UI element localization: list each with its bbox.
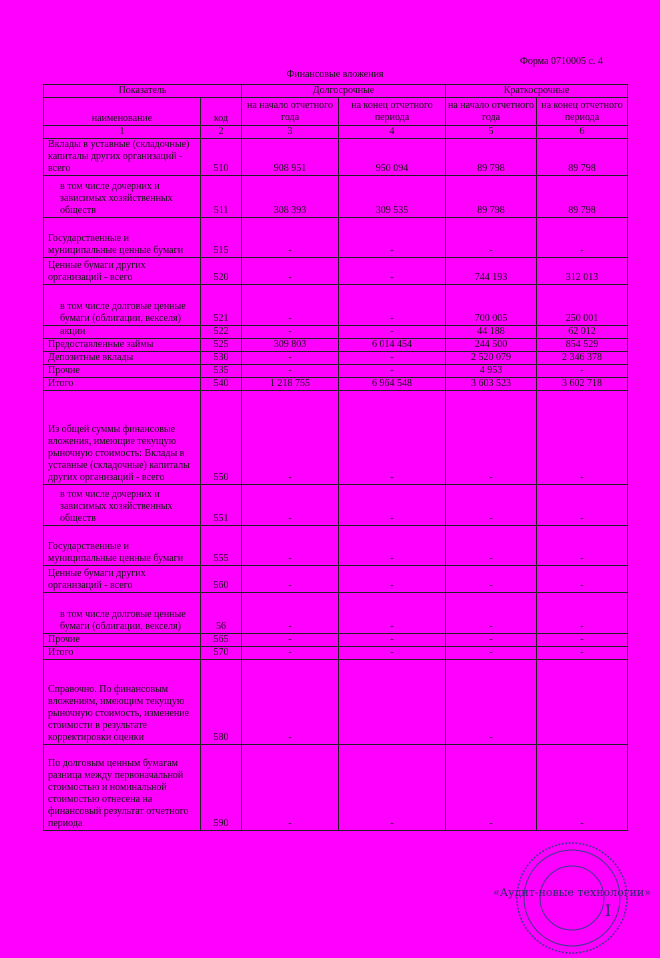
row-code: 580	[201, 660, 242, 745]
row-value: -	[446, 660, 537, 745]
row-value: -	[446, 566, 537, 593]
row-value: -	[537, 566, 628, 593]
row-value: -	[242, 218, 339, 258]
document-title: Финансовые вложения	[286, 69, 384, 80]
row-name: акции	[44, 326, 201, 339]
row-name: Вклады в уставные (складочные) капиталы других организаций - всего	[44, 139, 201, 176]
row-code: 515	[201, 218, 242, 258]
audit-stamp	[493, 838, 651, 958]
table-row	[44, 326, 628, 339]
row-code: 570	[201, 647, 242, 660]
row-code: 565	[201, 634, 242, 647]
row-value: -	[339, 365, 446, 378]
table-row	[44, 660, 628, 745]
row-value: -	[537, 391, 628, 485]
row-value: -	[537, 593, 628, 634]
row-name: Из общей суммы финансовые вложения, имеющие текущую рыночную стоимость: Вклады в уставные (складочные) капиталы других организаций - всего	[44, 391, 201, 485]
row-value: 89 798	[537, 139, 628, 176]
row-value: -	[339, 352, 446, 365]
table-row	[44, 634, 628, 647]
row-value: 1 218 755	[242, 378, 339, 391]
row-value: -	[339, 485, 446, 526]
table-row	[44, 352, 628, 365]
row-value: -	[537, 218, 628, 258]
row-value: -	[446, 647, 537, 660]
row-value: -	[446, 593, 537, 634]
header-long-term: Долгосрочные	[242, 85, 446, 98]
row-value: 4 953	[446, 365, 537, 378]
table-row	[44, 285, 628, 326]
row-code: 520	[201, 258, 242, 285]
header-begin-short: на начало отчетного года	[446, 98, 537, 126]
stamp-fragment: І	[604, 901, 612, 920]
row-code: 540	[201, 378, 242, 391]
table-row	[44, 566, 628, 593]
row-name: Депозитные вклады	[44, 352, 201, 365]
row-value: 2 346 378	[537, 352, 628, 365]
row-value: -	[446, 391, 537, 485]
row-value: -	[446, 745, 537, 831]
row-name: Итого	[44, 378, 201, 391]
row-value: -	[242, 352, 339, 365]
row-value: 309 535	[339, 176, 446, 218]
row-value: -	[242, 526, 339, 566]
row-value: 244 500	[446, 339, 537, 352]
stamp-text: «Аудит-новые технологии»	[493, 886, 651, 899]
table-row	[44, 139, 628, 176]
row-value: 89 798	[446, 139, 537, 176]
row-value: 62 012	[537, 326, 628, 339]
table-row	[44, 526, 628, 566]
row-value: 854 529	[537, 339, 628, 352]
row-value: 3 602 718	[537, 378, 628, 391]
row-code: 551	[201, 485, 242, 526]
column-number: 2	[201, 126, 242, 139]
header-end-long: на конец отчетного периода	[339, 98, 446, 126]
row-value: -	[537, 365, 628, 378]
row-value: 2 520 079	[446, 352, 537, 365]
row-value: -	[339, 218, 446, 258]
table-row	[44, 258, 628, 285]
row-name: Прочие	[44, 634, 201, 647]
row-code: 560	[201, 566, 242, 593]
row-value: -	[242, 634, 339, 647]
row-code: 525	[201, 339, 242, 352]
header-end-short: на конец отчетного периода	[537, 98, 628, 126]
row-value: -	[242, 258, 339, 285]
row-value: 312 013	[537, 258, 628, 285]
row-code: 550	[201, 391, 242, 485]
row-value: -	[242, 391, 339, 485]
row-code: 530	[201, 352, 242, 365]
header-code: код	[201, 98, 242, 126]
header-name: наименование	[44, 98, 201, 126]
row-value: -	[537, 647, 628, 660]
row-code: 510	[201, 139, 242, 176]
row-value: -	[339, 566, 446, 593]
row-code: 590	[201, 745, 242, 831]
header-indicator: Показатель	[44, 85, 242, 98]
row-value: 308 393	[242, 176, 339, 218]
row-value: -	[446, 485, 537, 526]
column-number: 3	[242, 126, 339, 139]
row-value: 6 964 548	[339, 378, 446, 391]
row-name: в том числе долговые ценные бумаги (облигации, векселя)	[44, 593, 201, 634]
row-code: 511	[201, 176, 242, 218]
row-value: -	[537, 745, 628, 831]
row-value: -	[339, 285, 446, 326]
header-short-term: Краткосрочные	[446, 85, 628, 98]
row-value: 6 014 454	[339, 339, 446, 352]
row-value: -	[339, 391, 446, 485]
row-name: Предоставленные займы	[44, 339, 201, 352]
row-value: -	[339, 593, 446, 634]
row-name: в том числе дочерних и зависимых хозяйственных обществ	[44, 176, 201, 218]
row-value: -	[537, 485, 628, 526]
row-value: -	[242, 285, 339, 326]
financial-investments-table	[43, 84, 628, 831]
row-name: в том числе дочерних и зависимых хозяйственных обществ	[44, 485, 201, 526]
table-row	[44, 391, 628, 485]
row-value: 250 001	[537, 285, 628, 326]
table-row	[44, 745, 628, 831]
column-number: 5	[446, 126, 537, 139]
row-code: 555	[201, 526, 242, 566]
row-value: -	[537, 634, 628, 647]
row-name: Государственные и муниципальные ценные бумаги	[44, 526, 201, 566]
row-value: -	[446, 634, 537, 647]
column-number: 4	[339, 126, 446, 139]
row-value: -	[242, 660, 339, 745]
row-name: Государственные и муниципальные ценные бумаги	[44, 218, 201, 258]
row-value: -	[339, 258, 446, 285]
row-value: -	[242, 326, 339, 339]
row-value: -	[339, 745, 446, 831]
row-value: -	[242, 745, 339, 831]
row-value: 700 005	[446, 285, 537, 326]
row-value: -	[242, 365, 339, 378]
column-number: 1	[44, 126, 201, 139]
row-code: 535	[201, 365, 242, 378]
table-row	[44, 593, 628, 634]
row-value: 44 188	[446, 326, 537, 339]
row-code: 521	[201, 285, 242, 326]
row-value: -	[446, 526, 537, 566]
row-value: 89 798	[537, 176, 628, 218]
column-number: 6	[537, 126, 628, 139]
row-value: -	[339, 326, 446, 339]
row-value	[339, 660, 446, 745]
row-value: 309 803	[242, 339, 339, 352]
row-value: 744 193	[446, 258, 537, 285]
header-begin-long: на начало отчетного года	[242, 98, 339, 126]
row-value: 3 603 523	[446, 378, 537, 391]
row-value: 950 094	[339, 139, 446, 176]
row-name: По долговым ценным бумагам разница между первоначальной стоимостью и номинальной стоимостью отнесена на финансовый результат отчетного периода	[44, 745, 201, 831]
table-row	[44, 176, 628, 218]
row-name: Ценные бумаги других организаций - всего	[44, 566, 201, 593]
row-value: 89 798	[446, 176, 537, 218]
table-row	[44, 485, 628, 526]
row-value: -	[242, 593, 339, 634]
row-name: Ценные бумаги других организаций - всего	[44, 258, 201, 285]
row-value: -	[242, 485, 339, 526]
row-value: -	[242, 647, 339, 660]
row-value: -	[446, 218, 537, 258]
row-name: в том числе долговые ценные бумаги (облигации, векселя)	[44, 285, 201, 326]
table-row	[44, 218, 628, 258]
row-value: 908 951	[242, 139, 339, 176]
form-reference: Форма 0710005 с. 4	[520, 56, 603, 67]
row-value: -	[339, 634, 446, 647]
row-value	[537, 660, 628, 745]
row-name: Прочие	[44, 365, 201, 378]
table-row	[44, 378, 628, 391]
row-code: 56	[201, 593, 242, 634]
row-code: 522	[201, 326, 242, 339]
row-value: -	[339, 526, 446, 566]
table-row	[44, 365, 628, 378]
row-value: -	[537, 526, 628, 566]
row-value: -	[242, 566, 339, 593]
row-name: Итого	[44, 647, 201, 660]
table-row	[44, 647, 628, 660]
row-value: -	[339, 647, 446, 660]
row-name: Справочно. По финансовым вложениям, имеющим текущую рыночную стоимость, изменение стоимости в результате корректировки оценки	[44, 660, 201, 745]
table-row	[44, 339, 628, 352]
